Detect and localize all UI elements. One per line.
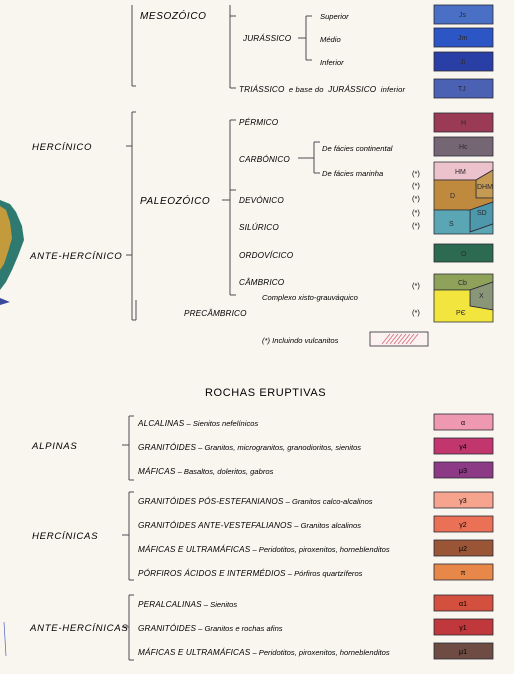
eruptive-row-desc: – Peridotitos, piroxenitos, horneblenditos [250,545,390,554]
code-dhm: DHM [477,184,493,191]
eruptive-row-name: GRANITÓIDES [138,443,197,452]
group-ante-hercinicas: ANTE-HERCÍNICAS [30,623,129,634]
code-pe: PЄ [456,310,466,317]
eruptive-row-desc: – Granitos alcalinos [292,521,361,530]
code-x: X [479,293,484,300]
sedimentary-swatches [434,5,493,322]
map-fragment [0,200,24,656]
footnote-vulcanitos: (*) Incluindo vulcanitos [262,336,339,345]
eruptive-row-name: PERALCALINAS [138,600,202,609]
eruptive-row-name: GRANITÓIDES PÓS-ESTEFANIANOS [138,497,284,506]
eruptive-title: ROCHAS ERUPTIVAS [205,387,327,399]
eruptive-row-1 [137,419,258,428]
sub-medio: Médio [320,35,341,44]
era-ante-hercinico: ANTE-HERCÍNICO [30,251,123,262]
asterisk-5: (*) [412,221,420,230]
svg-text:TRIÁSSICO e base do [239,84,405,94]
eruptive-row-desc: – Pórfiros quartzíferos [285,569,363,578]
eruptive-row-desc: – Granitos e rochas afins [196,624,283,633]
code-s: S [449,221,454,228]
era-mesozoico: MESOZÓICO [140,11,207,22]
triassico-suffix-1: e base do [288,85,324,94]
era-precambrico: PRECÂMBRICO [184,309,247,318]
eruptive-row-9 [138,623,283,633]
period-ordovicico: ORDOVÍCICO [239,251,294,260]
eruptive-code-10: μ1 [459,649,467,656]
era-paleozoico: PALEOZÓICO [140,196,211,207]
eruptive-row-desc: – Basaltos, doleritos, gabros [175,467,274,476]
eruptive-row-name: MÁFICAS [138,467,176,476]
eruptive-code-8: α1 [459,601,467,608]
period-carbonico: CARBÓNICO [239,155,290,164]
eruptive-row-2 [138,442,361,452]
code-h: H [461,120,467,127]
sedimentary-brackets [126,5,320,320]
asterisk-2: (*) [412,181,420,190]
period-cambrico: CÂMBRICO [239,278,285,287]
eruptive-row-name: GRANITÓIDES [138,624,197,633]
eruptive-code-5: γ2 [459,522,467,529]
eruptive-rows [137,414,493,659]
group-alpinas: ALPINAS [32,441,78,452]
asterisk-1: (*) [412,169,420,178]
vulcanitos-swatch [370,332,428,346]
era-hercinico: HERCÍNICO [32,142,93,153]
eruptive-code-6: μ2 [459,546,467,553]
asterisk-3: (*) [412,194,420,203]
eruptive-row-10 [138,647,390,657]
eruptive-row-desc: – Peridotitos, piroxenitos, horneblenditos [250,648,390,657]
group-hercinicas: HERCÍNICAS [32,531,99,542]
eruptive-code-3: μ3 [459,468,467,475]
sub-facies-continental: De fácies continental [322,144,393,153]
eruptive-row-desc: – Sienitos nefelínicos [184,419,259,428]
code-hc: Hc [459,144,468,151]
asterisk-6: (*) [412,281,420,290]
sub-facies-marinha: De fácies marinha [322,169,384,178]
eruptive-row-7 [138,568,363,578]
eruptive-row-desc: – Granitos calco-alcalinos [283,497,373,506]
code-js: Js [459,12,466,19]
eruptive-code-9: γ1 [459,625,467,632]
period-devonico: DEVÓNICO [239,196,284,205]
eruptive-groups [29,441,128,634]
eruptive-row-name: ALCALINAS [138,419,185,428]
code-cb: Cb [458,280,467,287]
code-o: O [461,251,467,258]
eruptive-row-name: MÁFICAS E ULTRAMÁFICAS [138,545,251,554]
eruptive-row-desc: – Sienitos [201,600,238,609]
triassico-suffix-2: JURÁSSICO [328,85,377,94]
eruptive-code-4: γ3 [459,498,467,505]
code-ji: Ji [460,59,466,66]
code-jm: Jm [458,35,468,42]
eruptive-row-name: PÓRFIROS ÁCIDOS E INTERMÉDIOS [138,569,286,578]
period-triassico: TRIÁSSICO [239,85,285,94]
asterisk-7: (*) [412,308,420,317]
code-hm: HM [455,169,466,176]
eruptive-row-name: GRANITÓIDES ANTE-VESTEFALIANOS [138,521,293,530]
eruptive-row-6 [138,544,390,554]
eruptive-row-5 [138,520,361,530]
sub-superior: Superior [320,12,349,21]
code-d: D [450,193,456,200]
eruptive-row-name: MÁFICAS E ULTRAMÁFICAS [138,648,251,657]
eruptive-row-8 [138,600,237,609]
code-tj: TJ [458,86,466,93]
eruptive-code-1: α [460,420,466,427]
eruptive-row-4 [138,496,373,506]
eruptive-row-desc: – Granitos, microgranitos, granodioritos, sienitos [196,443,362,452]
sedimentary-labels [29,9,420,345]
eruptive-code-2: γ4 [459,444,467,451]
period-silurico: SILÚRICO [239,223,279,232]
eruptive-code-7: π [460,570,466,577]
period-jurassico: JURÁSSICO [243,34,292,43]
triassico-suffix-3: inferior [380,85,406,94]
asterisk-4: (*) [412,208,420,217]
code-sd: SD [477,210,487,217]
sub-complexo: Complexo xisto-grauváquico [262,293,358,302]
period-permico: PÉRMICO [239,118,279,127]
eruptive-row-3 [138,466,274,476]
sub-inferior: Inferior [320,58,344,67]
